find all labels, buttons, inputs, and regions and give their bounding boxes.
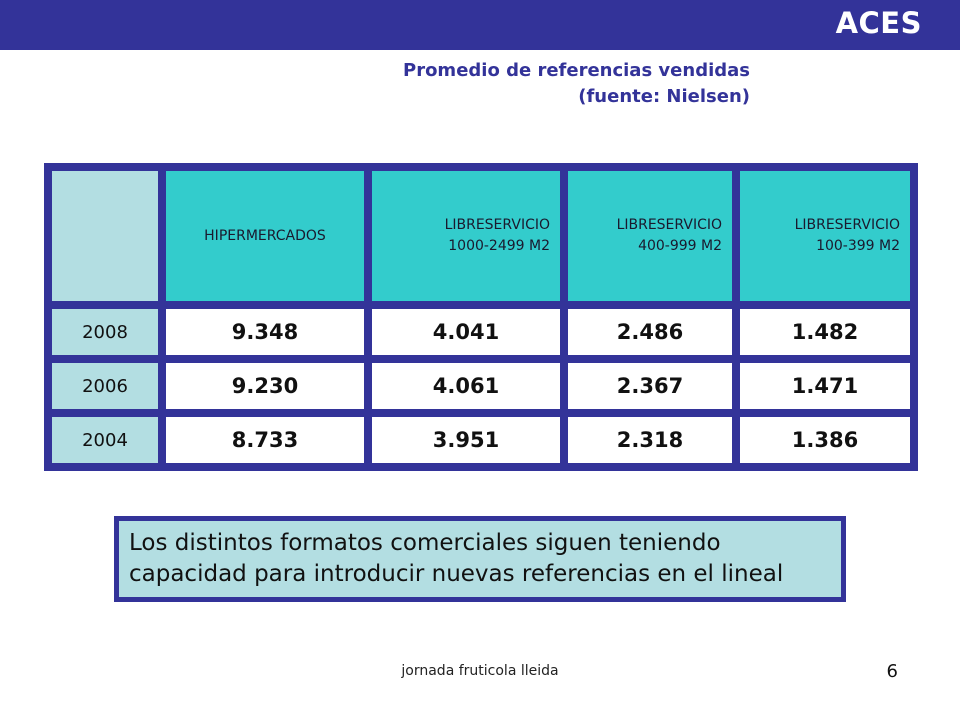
footer-text: jornada fruticola lleida: [401, 663, 559, 679]
column-header-libreservicio-1000-2499: [372, 171, 560, 301]
value-cell: 2.367: [568, 363, 732, 409]
conclusion-line-2: capacidad para introducir nuevas referencias en el lineal: [129, 561, 784, 587]
column-header-hipermercados: [166, 171, 364, 301]
table-header-row: [52, 171, 910, 301]
column-header-libreservicio-400-999: [568, 171, 732, 301]
value-cell: 9.348: [166, 309, 364, 355]
value-cell: 9.230: [166, 363, 364, 409]
column-header-label: LIBRESERVICIO: [444, 217, 550, 233]
table-row: [52, 417, 910, 463]
page-number: 6: [886, 661, 898, 682]
conclusion-line-1: Los distintos formatos comerciales siguen teniendo: [129, 530, 721, 556]
value-cell: 1.386: [740, 417, 910, 463]
value-cell: 4.041: [372, 309, 560, 355]
conclusion-box: [114, 516, 846, 602]
column-header-libreservicio-100-399: [740, 171, 910, 301]
table-row: [52, 363, 910, 409]
value-cell: 4.061: [372, 363, 560, 409]
year-cell: 2006: [52, 363, 158, 409]
column-header-label: LIBRESERVICIO: [794, 217, 900, 233]
value-cell: 1.471: [740, 363, 910, 409]
brand-title: ACES: [835, 6, 922, 40]
table-corner-cell: [52, 171, 158, 301]
column-header-sublabel: 400-999 M2: [638, 238, 722, 254]
column-header-sublabel: 1000-2499 M2: [448, 238, 550, 254]
column-header-label: HIPERMERCADOS: [204, 227, 326, 244]
references-table: [44, 163, 918, 471]
value-cell: 1.482: [740, 309, 910, 355]
column-header-label: LIBRESERVICIO: [616, 217, 722, 233]
value-cell: 2.318: [568, 417, 732, 463]
value-cell: 3.951: [372, 417, 560, 463]
top-bar: [0, 0, 960, 50]
column-header-sublabel: 100-399 M2: [816, 238, 900, 254]
subtitle-line-1: Promedio de referencias vendidas: [403, 60, 750, 81]
year-cell: 2004: [52, 417, 158, 463]
value-cell: 8.733: [166, 417, 364, 463]
value-cell: 2.486: [568, 309, 732, 355]
table-row: [52, 309, 910, 355]
subtitle-line-2: (fuente: Nielsen): [578, 86, 750, 107]
conclusion-text: [119, 521, 841, 597]
slide-subtitle: [330, 58, 750, 110]
year-cell: 2008: [52, 309, 158, 355]
